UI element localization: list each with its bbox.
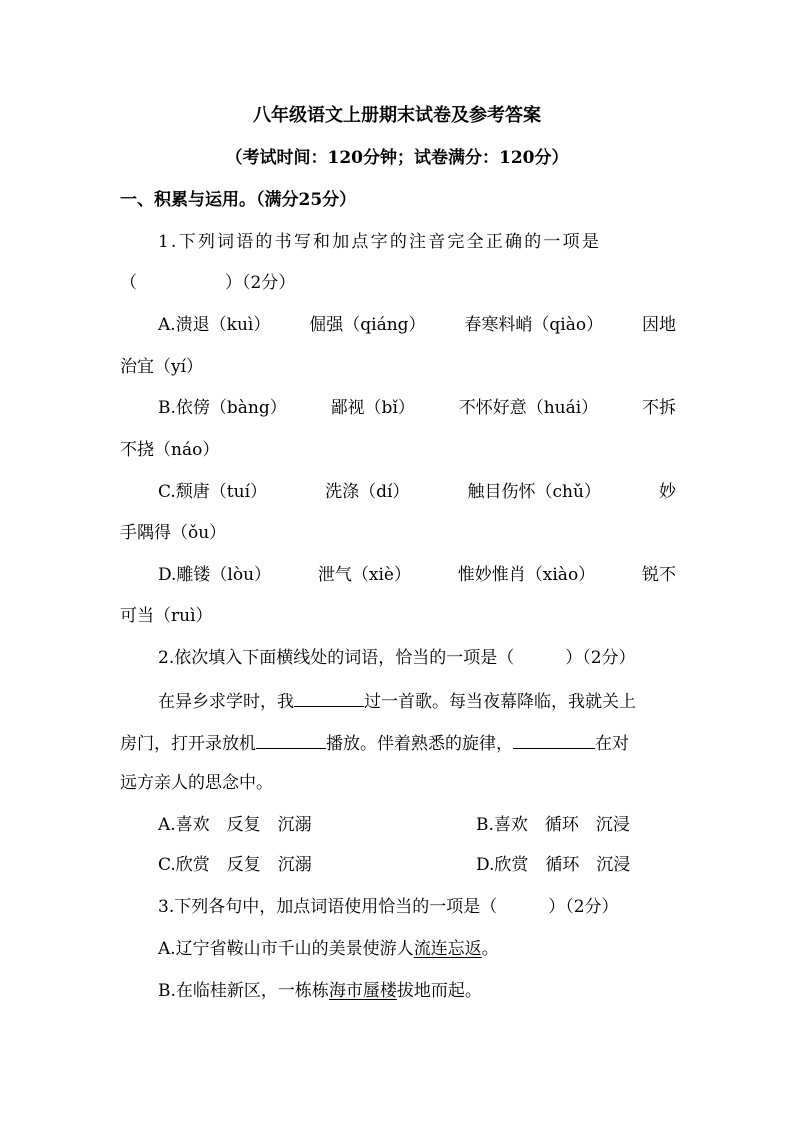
q2-passage-line2 — [120, 730, 676, 754]
q2-options-row1 — [120, 813, 676, 837]
q1-option-a-cont: 治宜（yí） — [120, 357, 204, 377]
q3-a-pre: A.辽宁省鞍山市千山的美景使游人 — [158, 939, 414, 959]
q2-stem: 2.依次填入下面横线处的词语，恰当的一项是（ ）（2分） — [158, 648, 636, 668]
q2-option-a: A.喜欢 反复 沉溺 — [158, 815, 312, 835]
q2-blank-3 — [513, 730, 595, 749]
q2-p1-b: 过一首歌。每当夜幕降临，我就关上 — [364, 692, 636, 712]
q3-b-phrase: 海市蜃楼 — [328, 981, 397, 1001]
q2-passage-line1 — [120, 688, 676, 712]
q1-stem: 1.下列词语的书写和加点字的注音完全正确的一项是 — [158, 232, 602, 252]
page-subtitle: （考试时间：120分钟；试卷满分：120分） — [225, 148, 569, 168]
q2-blank-1 — [294, 688, 364, 707]
q2-option-b: B.喜欢 循环 沉浸 — [476, 815, 630, 835]
page-title: 八年级语文上册期末试卷及参考答案 — [253, 105, 541, 126]
q1-d-1: D.雕镂（lòu） — [158, 565, 272, 585]
q1-option-c — [120, 480, 676, 504]
q3-stem: 3.下列各句中，加点词语使用恰当的一项是（ ）（2分） — [158, 897, 619, 917]
q1-option-a — [120, 313, 676, 337]
q1-option-c-cont: 手隅得（ǒu） — [120, 523, 227, 543]
q2-p2-b: 播放。伴着熟悉的旋律， — [326, 734, 513, 754]
q1-b-4: 不拆 — [642, 398, 676, 418]
q1-paren-close: ）（2分） — [225, 273, 296, 293]
q2-p2-a: 房门，打开录放机 — [120, 734, 256, 754]
q1-option-d — [120, 563, 676, 587]
q1-a-1: A.溃退（kuì） — [158, 315, 271, 335]
q3-a-post: 。 — [481, 939, 499, 959]
q3-b-pre: B.在临桂新区，一栋栋 — [158, 981, 329, 1001]
q3-a-phrase: 流连忘返 — [413, 939, 482, 959]
section-heading-1: 一、积累与运用。（满分25分） — [120, 190, 357, 210]
q2-option-c: C.欣赏 反复 沉溺 — [158, 855, 312, 875]
q1-b-3: 不怀好意（huái） — [458, 398, 599, 418]
q1-c-2: 洗涤（dí） — [325, 482, 410, 502]
q2-options-row2 — [120, 853, 676, 877]
q1-d-2: 泄气（xiè） — [317, 565, 411, 585]
q1-option-b-cont: 不挠（náo） — [120, 440, 220, 460]
q1-c-4: 妙 — [658, 482, 676, 502]
q1-b-1: B.依傍（bàng） — [158, 398, 287, 418]
q1-a-3: 春寒料峭（qiào） — [464, 315, 604, 335]
q1-c-1: C.颓唐（tuí） — [158, 482, 268, 502]
q1-d-4: 锐不 — [642, 565, 676, 585]
q1-option-b — [120, 396, 676, 420]
q3-option-b — [120, 979, 676, 1003]
q1-b-2: 鄙视（bǐ） — [330, 398, 415, 418]
q1-paren-open: （ — [120, 273, 137, 293]
q3-option-a — [120, 937, 676, 961]
q2-p1-a: 在异乡求学时，我 — [158, 692, 294, 712]
q2-p2-c: 在对 — [595, 734, 629, 754]
q1-d-3: 惟妙惟肖（xiào） — [457, 565, 596, 585]
q1-a-2: 倔强（qiáng） — [309, 315, 426, 335]
q1-stem-line2 — [120, 271, 676, 295]
q3-b-post: 拔地而起。 — [396, 981, 482, 1001]
q1-a-4: 因地 — [642, 315, 676, 335]
q2-option-d: D.欣赏 循环 沉浸 — [476, 855, 631, 875]
q2-passage-line3: 远方亲人的思念中。 — [120, 773, 273, 793]
q1-c-3: 触目伤怀（chǔ） — [467, 482, 601, 502]
q1-option-d-cont: 可当（ruì） — [120, 606, 213, 626]
q2-blank-2 — [256, 730, 326, 749]
